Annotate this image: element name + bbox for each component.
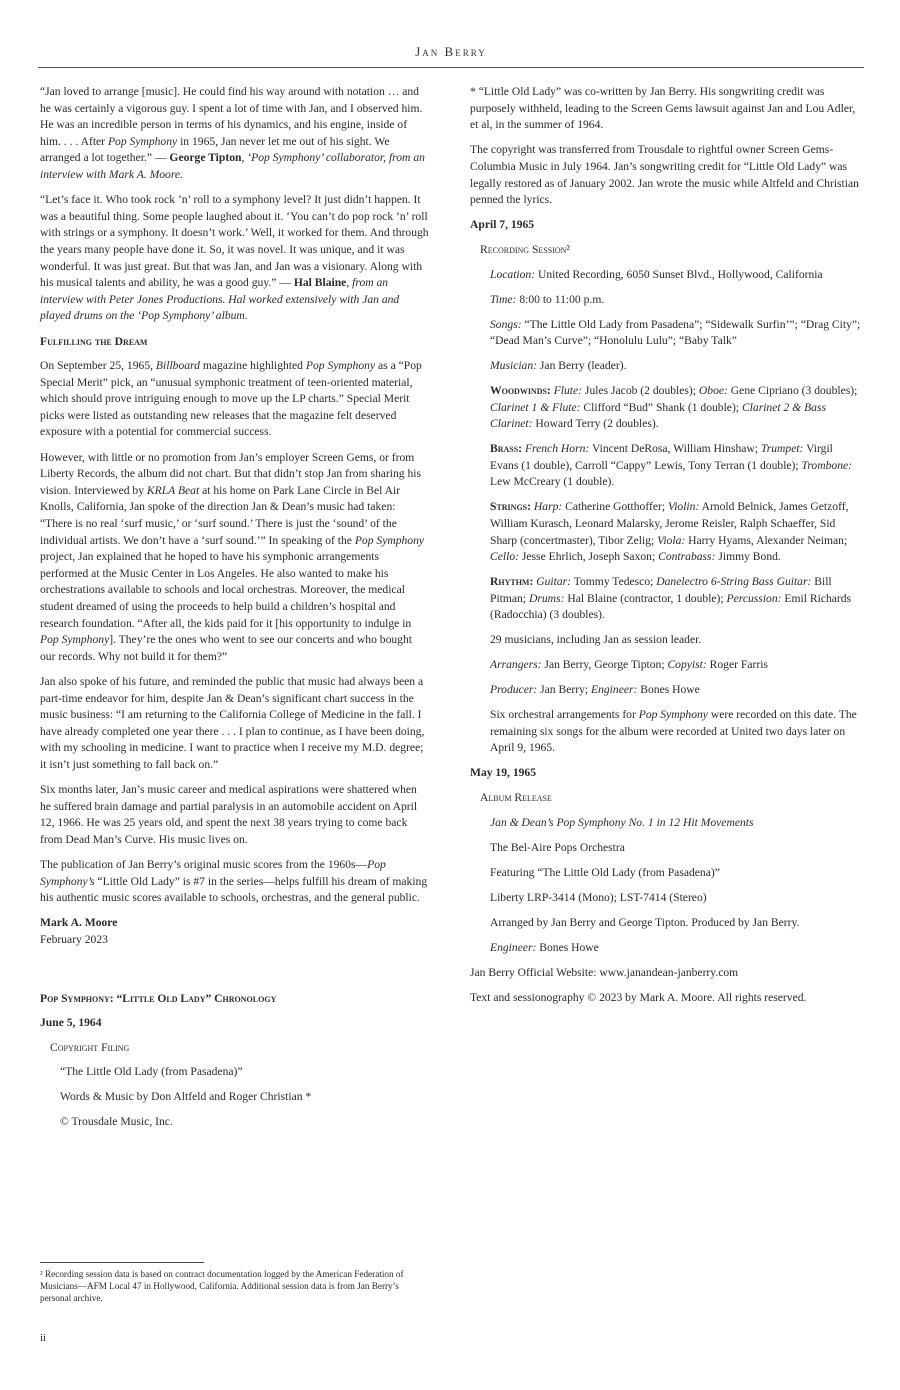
signature-name: Mark A. Moore bbox=[40, 916, 118, 930]
signature-date: February 2023 bbox=[40, 933, 108, 947]
text-run: Drums: bbox=[528, 591, 565, 605]
text-run: Copyist: bbox=[667, 658, 707, 672]
section-heading-fulfilling: Fulfilling the Dream bbox=[40, 334, 148, 348]
text-run: On September 25, 1965, bbox=[40, 359, 156, 373]
text-run: in 1965, Jan never let me out of his sight. We arranged a lot together.” — bbox=[40, 134, 390, 165]
text-run: Viola: bbox=[657, 533, 686, 547]
accident-paragraph bbox=[40, 782, 430, 848]
strings-credits bbox=[490, 499, 862, 565]
text-run: Jan Berry (leader). bbox=[537, 359, 627, 373]
date-may-1965: May 19, 1965 bbox=[470, 766, 537, 780]
text-run: “Let’s face it. Who took rock ’n’ roll to a symphony level? It just didn’t happen. It was a beautiful thing. Some people laughed about it. ‘You can’t do pop rock ’n’ roll with strings or a symphony. It doesn’t work.’ Well, it worked for them. And through the years many people have done it. So, it was novel. It was unique, and it was wonderful. It was just great. But that was Jan, and Jan was a visionary. Along with his musical talents and ability, he was a good guy.” — bbox=[40, 193, 429, 290]
text-run: Clarinet 2 & Bass Clarinet: bbox=[490, 400, 826, 431]
producer-credits bbox=[490, 682, 862, 699]
page-number: ii bbox=[40, 1332, 47, 1344]
footnote-rule bbox=[40, 1262, 204, 1263]
publication-paragraph bbox=[40, 857, 430, 907]
text-run: Time: bbox=[490, 292, 517, 306]
text-run: Flute: bbox=[553, 384, 583, 398]
text-run: at his home on Park Lane Circle in Bel Air Knolls, California, Jan spoke of the direction Jan & Dean’s music had taken: “There is no real ‘surf music,’ or ‘surf sound.’ There is just the ‘sound’ of the individual artists. We don’t have a ‘surf sound.’” In speaking of the bbox=[40, 483, 401, 547]
text-run: Location: bbox=[490, 267, 536, 281]
text-run: Six orchestral arrangements for bbox=[490, 708, 639, 722]
session-time bbox=[490, 292, 862, 309]
text-run: Pop Symphony bbox=[305, 359, 376, 373]
text-run: Woodwinds: bbox=[490, 384, 551, 398]
event-recording-session: Recording Session² bbox=[480, 242, 570, 256]
text-run: Guitar: bbox=[536, 575, 572, 589]
publisher-line: © Trousdale Music, Inc. bbox=[60, 1115, 173, 1129]
text-run: Violin: bbox=[667, 500, 700, 514]
text-run: Virgil Evans (1 double), Carroll “Cappy” Lewis, Tony Terran (1 double); bbox=[490, 442, 833, 472]
text-run: Jan also spoke of his future, and reminded the public that music had always been a part-time endeavor for him, despite Jan & Dean’s significant chart success in the music business: “I am returning to the California College of Medicine in the fall. I have already completed one year there . . . I plan to continue, as I have been doing, with my schooling in medicine. I want to practice when I receive my M.D. degree; it isn’t just something to fall back on.” bbox=[40, 674, 425, 771]
text-run: Arrangers: bbox=[490, 658, 542, 672]
text-run: Howard Terry (2 doubles). bbox=[532, 417, 659, 431]
rhythm-credits bbox=[490, 574, 862, 624]
text-run: , bbox=[346, 276, 353, 290]
session-summary bbox=[490, 707, 862, 757]
arrangers-credits bbox=[490, 657, 862, 674]
text-run: Pop Symphony bbox=[107, 134, 178, 148]
text-run: United Recording, 6050 Sunset Blvd., Hollywood, California bbox=[535, 267, 823, 281]
text-run: project, Jan explained that he hoped to have his symphonic arrangements performed at the Music Center in Los Angeles. He also wanted to make his orchestrations available to schools and local orchestras. Moreover, the medical student dreamed of using the proceeds to help build a children’s hospital and research foundation. “After all, the kids paid for it [his opportunity to indulge in bbox=[40, 550, 412, 630]
credits-line: Words & Music by Don Altfeld and Roger Christian * bbox=[60, 1090, 312, 1104]
blaine-quote bbox=[40, 192, 430, 325]
right-column bbox=[470, 84, 862, 1015]
text-run: Bill Pitman; bbox=[490, 575, 832, 605]
left-column bbox=[40, 84, 430, 1139]
text-run: ]. They’re the ones who went to see our concerts and who bought our records. Why not build it for them?” bbox=[40, 633, 412, 663]
album-title: Jan & Dean’s Pop Symphony No. 1 in 12 Hit Movements bbox=[490, 815, 754, 829]
text-run: Engineer: bbox=[591, 683, 638, 697]
tipton-quote bbox=[40, 84, 430, 184]
text-run: Hal Blaine bbox=[293, 276, 347, 290]
text-run: Songs: bbox=[490, 317, 522, 331]
text-run: Clarinet 1 & Flute: bbox=[490, 400, 581, 414]
text-run: ‘Pop Symphony’ collaborator, from an interview with Mark A. Moore. bbox=[40, 151, 425, 181]
date-april-1965: April 7, 1965 bbox=[470, 218, 535, 232]
text-run: KRLA Beat bbox=[146, 483, 200, 497]
event-copyright-filing: Copyright Filing bbox=[50, 1040, 130, 1054]
footnote: ² Recording session data is based on contract documentation logged by the American Federation of Musicians—AFM Local 47 in Hollywood, California. Additional session data is from Jan Berry’s personal archive. bbox=[40, 1269, 404, 1303]
session-songs bbox=[490, 317, 862, 350]
event-album-release: Album Release bbox=[480, 791, 552, 805]
musician-count bbox=[490, 632, 862, 649]
text-run: Bones Howe bbox=[536, 940, 599, 954]
text-run: 29 musicians, including Jan as session leader. bbox=[490, 633, 702, 647]
text-run: Cello: bbox=[490, 550, 519, 564]
text-run: Jan Berry, George Tipton; bbox=[541, 658, 668, 672]
session-musician bbox=[490, 358, 862, 375]
text-run: from an interview with Peter Jones Productions. Hal worked extensively with Jan and played drums on the ‘Pop Symphony’ album. bbox=[40, 276, 400, 323]
text-run: Jan Berry; bbox=[537, 683, 591, 697]
woodwinds-credits bbox=[490, 383, 862, 433]
text-run: as a “Pop Special Merit” pick, an “unusual symphonic treatment of teen-oriented material, which should prove intriguing enough to move up the LP charts.” Special Merit picks were listed as outstanding new releases that the magazine felt deserved exposure with a potential for commercial success. bbox=[40, 359, 422, 439]
text-run: The publication of Jan Berry’s original music scores from the 1960s— bbox=[40, 858, 368, 872]
text-run: Engineer: bbox=[490, 940, 537, 954]
text-run: Vincent DeRosa, William Hinshaw; bbox=[589, 442, 761, 456]
copyright-notice: Text and sessionography © 2023 by Mark A. Moore. All rights reserved. bbox=[470, 990, 807, 1004]
text-run: “Jan loved to arrange [music]. He could find his way around with notation … and he was certainly a vigorous guy. I spent a lot of time with Jan, and I observed him. He was an incredible person in terms of his dynamics, and his engine, inside of him. . . . After bbox=[40, 85, 423, 148]
text-run: The copyright was transferred from Trousdale to rightful owner Screen Gems-Columbia Music in July 1964. Jan’s songwriting credit for “Little Old Lady” was legally restored as of January 2002. Jan wrote the music while Altfeld and Christian penned the lyrics. bbox=[470, 143, 859, 207]
text-run: Percussion: bbox=[726, 591, 782, 605]
text-run: were recorded on this date. The remaining six songs for the album were recorded at United two days later on April 9, 1965. bbox=[490, 708, 857, 755]
cowriter-note bbox=[470, 84, 862, 134]
krla-paragraph bbox=[40, 450, 430, 666]
text-run: * “Little Old Lady” was co-written by Jan Berry. His songwriting credit was purposely withheld, leading to the Screen Gems lawsuit against Jan and Lou Adler, et al, in the summer of 1964. bbox=[470, 85, 856, 132]
session-location bbox=[490, 267, 862, 284]
text-run: “The Little Old Lady from Pasadena”; “Sidewalk Surfin’”; “Drag City”; “Dead Man’s Curve”; “Honolulu Lulu”; “Baby Talk” bbox=[490, 317, 861, 348]
brass-credits bbox=[490, 441, 862, 491]
text-run: Rhythm: bbox=[490, 575, 534, 589]
text-run: Pop Symphony bbox=[40, 633, 110, 647]
text-run: George Tipton bbox=[169, 151, 242, 165]
text-run: Contrabass: bbox=[658, 550, 716, 564]
album-engineer bbox=[490, 940, 862, 957]
album-catalog: Liberty LRP-3414 (Mono); LST-7414 (Stereo) bbox=[490, 890, 707, 904]
text-run: Catherine Gotthoffer; bbox=[562, 500, 668, 514]
text-run: , bbox=[241, 151, 248, 165]
text-run: Jules Jacob (2 doubles); bbox=[582, 384, 699, 398]
running-head: Jan Berry bbox=[415, 44, 487, 59]
text-run: Producer: bbox=[490, 683, 538, 697]
official-website: Jan Berry Official Website: www.janandean-janberry.com bbox=[470, 965, 739, 979]
text-run: Danelectro 6-String Bass Guitar: bbox=[656, 575, 812, 589]
text-run: French Horn: bbox=[524, 442, 590, 456]
future-paragraph bbox=[40, 674, 430, 774]
text-run: Pop Symphony bbox=[638, 708, 708, 722]
date-june-1964: June 5, 1964 bbox=[40, 1016, 102, 1030]
text-run: Strings: bbox=[490, 500, 531, 514]
text-run: Harp: bbox=[533, 500, 563, 514]
text-run: Six months later, Jan’s music career and medical aspirations were shattered when he suffered brain damage and partial paralysis in an automobile accident on April 12, 1966. He was 25 years old, and spent the next 38 years trying to come back from Dead Man’s Curve. His music lives on. bbox=[40, 783, 418, 846]
header-rule bbox=[38, 67, 864, 68]
text-run: Jimmy Bond. bbox=[715, 550, 781, 564]
billboard-paragraph bbox=[40, 358, 430, 441]
text-run: Trombone: bbox=[801, 458, 853, 472]
song-title-line: “The Little Old Lady (from Pasadena)” bbox=[60, 1065, 243, 1079]
text-run: Arnold Belnick, James Getzoff, William Kurasch, Leonard Malarsky, Jerome Reisler, Ralph Schaeffer, Sid Sharp (concertmaster), Tibor Zelig; bbox=[490, 500, 849, 547]
text-run: Trumpet: bbox=[760, 442, 804, 456]
text-run: Emil Richards (Radocchia) (3 doubles). bbox=[490, 591, 852, 622]
text-run: Clifford “Bud” Shank (1 double); bbox=[580, 400, 742, 414]
text-run: Gene Cipriano (3 doubles); bbox=[727, 384, 858, 398]
text-run: Roger Farris bbox=[706, 658, 768, 672]
text-run: Pop Symphony bbox=[354, 533, 425, 547]
text-run: Harry Hyams, Alexander Neiman; bbox=[685, 533, 848, 547]
album-arranged: Arranged by Jan Berry and George Tipton. Produced by Jan Berry. bbox=[490, 915, 800, 929]
album-orchestra: The Bel-Aire Pops Orchestra bbox=[490, 840, 625, 854]
text-run: Pop Symphony’s bbox=[40, 858, 386, 888]
text-run: 8:00 to 11:00 p.m. bbox=[516, 292, 605, 306]
text-run: Oboe: bbox=[698, 384, 728, 398]
text-run: Bones Howe bbox=[637, 683, 700, 697]
text-run: magazine highlighted bbox=[199, 359, 306, 373]
copyright-transfer-note bbox=[470, 142, 862, 208]
text-run: However, with little or no promotion from Jan’s employer Screen Gems, or from Liberty Records, the album did not chart. But that didn’t stop Jan from sharing his vision. Interviewed by bbox=[40, 450, 422, 497]
text-run: Billboard bbox=[155, 359, 200, 373]
text-run: Hal Blaine (contractor, 1 double); bbox=[564, 591, 727, 605]
album-featuring: Featuring “The Little Old Lady (from Pasadena)” bbox=[490, 865, 720, 879]
section-heading-chronology: Pop Symphony: “Little Old Lady” Chronology bbox=[40, 991, 277, 1005]
text-run: “Little Old Lady” is #7 in the series—helps fulfill his dream of making his authentic music scores available to schools, orchestras, and the general public. bbox=[40, 874, 428, 905]
text-run: Tommy Tedesco; bbox=[571, 575, 657, 589]
text-run: Brass: bbox=[490, 442, 523, 456]
text-run: Jesse Ehrlich, Joseph Saxon; bbox=[518, 550, 659, 564]
text-run: Lew McCreary (1 double). bbox=[490, 475, 615, 489]
text-run: Musician: bbox=[490, 359, 538, 373]
